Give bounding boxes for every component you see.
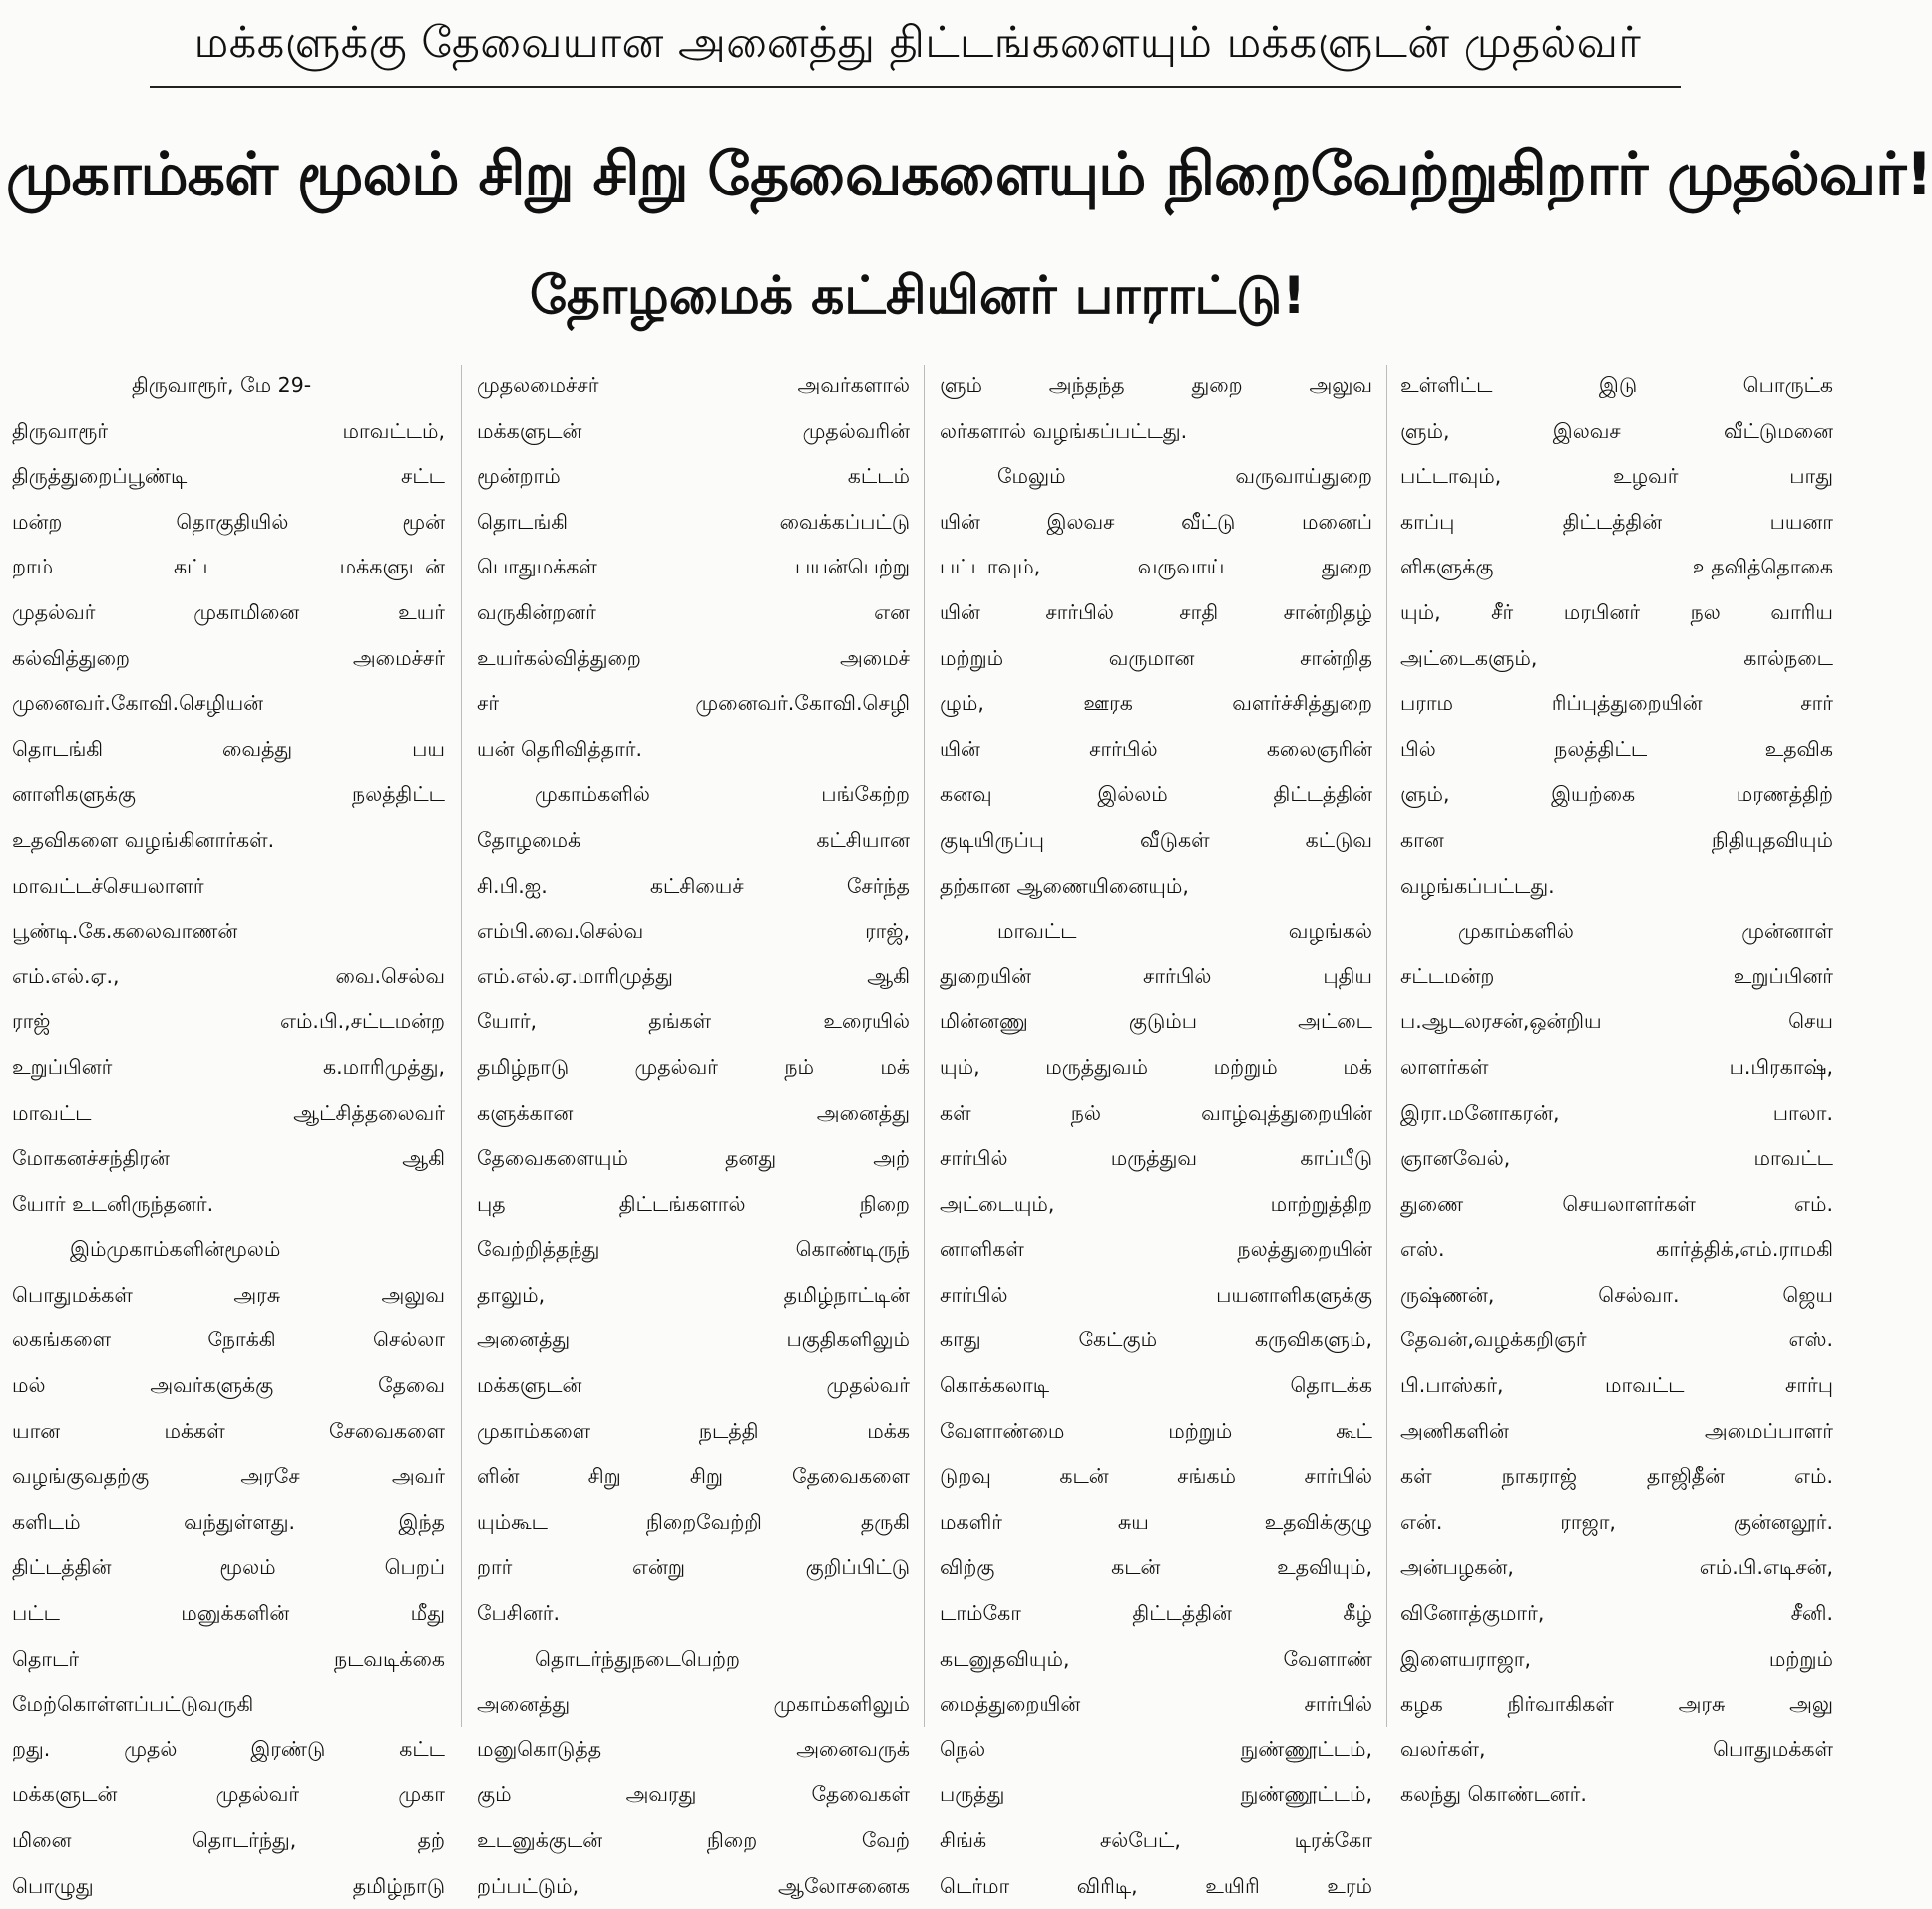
article-line: உள்ளிட்ட இடு பொருட்க bbox=[1400, 373, 1833, 397]
article-line: கள் நாகராஜ் தாஜிதீன் எம். bbox=[1400, 1464, 1833, 1489]
article-line: சிங்க் சல்பேட், டிரக்கோ bbox=[940, 1828, 1372, 1852]
article-line: அன்பழகன், எம்.பி.எடிசன், bbox=[1400, 1555, 1833, 1580]
article-line: மல் அவர்களுக்கு தேவை bbox=[12, 1373, 445, 1398]
article-line: முதல்வர் முகாமினை உயர் bbox=[12, 599, 445, 624]
article-line: சார்பில் மருத்துவ காப்பீடு bbox=[940, 1146, 1372, 1171]
article-line: றப்பட்டும், ஆலோசனைக bbox=[477, 1873, 910, 1898]
article-line: பில் நலத்திட்ட உதவிக bbox=[1400, 736, 1833, 761]
article-line: யின் சார்பில் சாதி சான்றிதழ் bbox=[940, 599, 1372, 624]
article-line: மினை தொடர்ந்து, தற் bbox=[12, 1828, 445, 1852]
article-line: பொதுமக்கள் அரசு அலுவ bbox=[12, 1282, 445, 1307]
article-line: கள் நல் வாழ்வுத்துறையின் bbox=[940, 1100, 1372, 1125]
article-line: ஞானவேல், மாவட்ட bbox=[1400, 1146, 1833, 1171]
article-line: ராஜ் எம்.பி.,சட்டமன்ற bbox=[12, 1009, 445, 1034]
article-line: அட்டைகளும், கால்நடை bbox=[1400, 645, 1833, 670]
article-line: பட்டாவும், உழவர் பாது bbox=[1400, 464, 1833, 489]
article-line: யும், மருத்துவம் மற்றும் மக் bbox=[940, 1054, 1372, 1079]
article-line: மின்னணு குடும்ப அட்டை bbox=[940, 1009, 1372, 1034]
article-line: யன் தெரிவித்தார். bbox=[477, 736, 643, 761]
article-column-4 bbox=[1400, 363, 1833, 1807]
article-line: டுறவு கடன் சங்கம் சார்பில் bbox=[940, 1464, 1372, 1489]
article-line: விற்கு கடன் உதவியும், bbox=[940, 1555, 1372, 1580]
main-headline: முகாம்கள் மூலம் சிறு சிறு தேவைகளையும் நிறைவேற்றுகிறார் முதல்வர்! bbox=[6, 140, 1932, 209]
article-line: சட்டமன்ற உறுப்பினர் bbox=[1400, 963, 1833, 988]
article-line: மற்றும் வருமான சான்றித bbox=[940, 645, 1372, 670]
kicker-headline: மக்களுக்கு தேவையான அனைத்து திட்டங்களையும் மக்களுடன் முதல்வர் bbox=[193, 18, 1642, 68]
article-line: அணிகளின் அமைப்பாளர் bbox=[1400, 1418, 1833, 1443]
article-line: யும்கூட நிறைவேற்றி தருகி bbox=[477, 1509, 910, 1534]
article-column-2 bbox=[477, 363, 910, 1898]
article-line: இரா.மனோகரன், பாலா. bbox=[1400, 1100, 1833, 1125]
article-line: திருவாரூர் மாவட்டம், bbox=[12, 418, 445, 443]
article-line: தேவைகளையும் தனது அற் bbox=[477, 1146, 910, 1171]
article-line: ருஷ்ணன், செல்வா. ஜெய bbox=[1400, 1282, 1833, 1307]
article-line: யான மக்கள் சேவைகளை bbox=[12, 1418, 445, 1443]
article-line: யோர் உடனிருந்தனர். bbox=[12, 1191, 214, 1216]
article-line: பராம ரிப்புத்துறையின் சார் bbox=[1400, 691, 1833, 716]
column-divider bbox=[461, 365, 462, 1727]
article-line: னாளிகள் நலத்துறையின் bbox=[940, 1237, 1372, 1262]
article-line: அனைத்து முகாம்களிலும் bbox=[477, 1692, 910, 1717]
article-line: திருத்துறைப்பூண்டி சட்ட bbox=[12, 464, 445, 489]
article-line: கழக நிர்வாகிகள் அரசு அலு bbox=[1400, 1692, 1833, 1717]
article-line: டாம்கோ திட்டத்தின் கீழ் bbox=[940, 1601, 1372, 1626]
article-line: ளும் அந்தந்த துறை அலுவ bbox=[940, 373, 1372, 397]
article-line: பருத்து நுண்ணூட்டம், bbox=[940, 1782, 1372, 1807]
article-line: தற்கான ஆணையினையும், bbox=[940, 873, 1189, 898]
article-line: வினோத்குமார், சீனி. bbox=[1400, 1601, 1833, 1626]
article-line: எம்பி.வை.செல்வ ராஜ், bbox=[477, 919, 910, 944]
article-line: மக்களுடன் முதல்வரின் bbox=[477, 418, 910, 443]
article-line: ளிகளுக்கு உதவித்தொகை bbox=[1400, 555, 1833, 579]
article-line: யின் சார்பில் கலைஞரின் bbox=[940, 736, 1372, 761]
article-line: தொடங்கி வைக்கப்பட்டு bbox=[477, 509, 910, 534]
article-line: முகாம்களில் பங்கேற்ற bbox=[535, 782, 910, 807]
article-line: களுக்கான அனைத்து bbox=[477, 1100, 910, 1125]
article-line: கல்வித்துறை அமைச்சர் bbox=[12, 645, 445, 670]
article-line: மாவட்ட ஆட்சித்தலைவர் bbox=[12, 1100, 445, 1125]
article-line: எஸ். கார்த்திக்,எம்.ராமகி bbox=[1400, 1237, 1833, 1262]
article-line: காது கேட்கும் கருவிகளும், bbox=[940, 1328, 1372, 1352]
article-line: றது. முதல் இரண்டு கட்ட bbox=[12, 1736, 445, 1761]
article-line: லகங்களை நோக்கி செல்லா bbox=[12, 1328, 445, 1352]
article-line: னாளிகளுக்கு நலத்திட்ட bbox=[12, 782, 445, 807]
article-line: மூன்றாம் கட்டம் bbox=[477, 464, 910, 489]
article-line: ளும், இலவச வீட்டுமனை bbox=[1400, 418, 1833, 443]
article-line: ளின் சிறு சிறு தேவைகளை bbox=[477, 1464, 910, 1489]
article-line: பொழுது தமிழ்நாடு bbox=[12, 1873, 445, 1898]
article-line: மன்ற தொகுதியில் மூன் bbox=[12, 509, 445, 534]
article-line: காப்பு திட்டத்தின் பயனா bbox=[1400, 509, 1833, 534]
article-line: சர் முனைவர்.கோவி.செழி bbox=[477, 691, 910, 716]
article-line: பூண்டி.கே.கலைவாணன் bbox=[12, 919, 238, 944]
article-line: மக்களுடன் முதல்வர் முகா bbox=[12, 1782, 445, 1807]
article-line: பேசினர். bbox=[477, 1601, 560, 1626]
column-divider bbox=[924, 365, 925, 1727]
article-line: உதவிகளை வழங்கினார்கள். bbox=[12, 827, 275, 852]
article-line: கான நிதியுதவியும் bbox=[1400, 827, 1833, 852]
article-line: எம்.எல்.ஏ., வை.செல்வ bbox=[12, 963, 445, 988]
article-line: வேளாண்மை மற்றும் கூட் bbox=[940, 1418, 1372, 1443]
article-line: சார்பில் பயனாளிகளுக்கு bbox=[940, 1282, 1372, 1307]
article-line: மோகனச்சந்திரன் ஆகி bbox=[12, 1146, 445, 1171]
article-line: என். ராஜா, குன்னலூர். bbox=[1400, 1509, 1833, 1534]
article-line: சி.பி.ஐ. கட்சியைச் சேர்ந்த bbox=[477, 873, 910, 898]
article-line: முகாம்களை நடத்தி மக்க bbox=[477, 1418, 910, 1443]
article-line: மேற்கொள்ளப்பட்டுவருகி bbox=[12, 1692, 254, 1717]
article-line: தேவன்,வழக்கறிஞர் எஸ். bbox=[1400, 1328, 1833, 1352]
article-line: கடனுதவியும், வேளாண் bbox=[940, 1646, 1372, 1671]
article-line: திருவாரூர், மே 29- bbox=[132, 373, 312, 397]
article-line: குடியிருப்பு வீடுகள் கட்டுவ bbox=[940, 827, 1372, 852]
article-line: ளும், இயற்கை மரணத்திற் bbox=[1400, 782, 1833, 807]
article-line: றாம் கட்ட மக்களுடன் bbox=[12, 555, 445, 579]
article-line: மாவட்டச்செயலாளர் bbox=[12, 873, 204, 898]
article-line: லாளர்கள் ப.பிரகாஷ், bbox=[1400, 1054, 1833, 1079]
article-line: யும், சீர் மரபினர் நல வாரிய bbox=[1400, 599, 1833, 624]
article-line: கும் அவரது தேவைகள் bbox=[477, 1782, 910, 1807]
article-line: யின் இலவச வீட்டு மனைப் bbox=[940, 509, 1372, 534]
column-divider bbox=[1386, 365, 1387, 1727]
article-line: மேலும் வருவாய்துறை bbox=[997, 464, 1372, 489]
article-line: லர்களால் வழங்கப்பட்டது. bbox=[940, 418, 1188, 443]
article-line: மைத்துறையின் சார்பில் bbox=[940, 1692, 1372, 1717]
article-line: துணை செயலாளர்கள் எம். bbox=[1400, 1191, 1833, 1216]
article-line: உறுப்பினர் க.மாரிமுத்து, bbox=[12, 1054, 445, 1079]
article-line: தோழமைக் கட்சியான bbox=[477, 827, 910, 852]
article-line: திட்டத்தின் மூலம் பெறப் bbox=[12, 1555, 445, 1580]
article-line: பொதுமக்கள் பயன்பெற்று bbox=[477, 555, 910, 579]
kicker-divider bbox=[150, 86, 1681, 88]
article-line: மகளிர் சுய உதவிக்குழு bbox=[940, 1509, 1372, 1534]
article-line: கொக்கலாடி தொடக்க bbox=[940, 1373, 1372, 1398]
article-line: வழங்குவதற்கு அரசே அவர் bbox=[12, 1464, 445, 1489]
article-line: உயர்கல்வித்துறை அமைச் bbox=[477, 645, 910, 670]
article-line: உடனுக்குடன் நிறை வேற் bbox=[477, 1828, 910, 1852]
article-line: பி.பாஸ்கர், மாவட்ட சார்பு bbox=[1400, 1373, 1833, 1398]
article-line: தமிழ்நாடு முதல்வர் நம் மக் bbox=[477, 1054, 910, 1079]
article-line: டெர்மா விரிடி, உயிரி உரம் bbox=[940, 1873, 1372, 1898]
article-line: வருகின்றனர் என bbox=[477, 599, 910, 624]
article-column-3 bbox=[940, 363, 1372, 1898]
article-line: புத திட்டங்களால் நிறை bbox=[477, 1191, 910, 1216]
article-line: களிடம் வந்துள்ளது. இந்த bbox=[12, 1509, 445, 1534]
article-line: வழங்கப்பட்டது. bbox=[1400, 873, 1555, 898]
article-line: தொடர் நடவடிக்கை bbox=[12, 1646, 445, 1671]
article-line: பட்டாவும், வருவாய் துறை bbox=[940, 555, 1372, 579]
article-line: முகாம்களில் முன்னாள் bbox=[1458, 919, 1833, 944]
article-line: தொடர்ந்துநடைபெற்ற bbox=[535, 1646, 740, 1671]
article-line: வலர்கள், பொதுமக்கள் bbox=[1400, 1736, 1833, 1761]
article-line: முனைவர்.கோவி.செழியன் bbox=[12, 691, 264, 716]
article-column-1 bbox=[12, 363, 445, 1898]
article-line: தொடங்கி வைத்து பய bbox=[12, 736, 445, 761]
article-line: மனுகொடுத்த அனைவருக் bbox=[477, 1736, 910, 1761]
article-line: மக்களுடன் முதல்வர் bbox=[477, 1373, 910, 1398]
article-line: றார் என்று குறிப்பிட்டு bbox=[477, 1555, 910, 1580]
article-line: தாலும், தமிழ்நாட்டின் bbox=[477, 1282, 910, 1307]
article-line: பட்ட மனுக்களின் மீது bbox=[12, 1601, 445, 1626]
article-line: யோர், தங்கள் உரையில் bbox=[477, 1009, 910, 1034]
article-line: துறையின் சார்பில் புதிய bbox=[940, 963, 1372, 988]
article-line: கனவு இல்லம் திட்டத்தின் bbox=[940, 782, 1372, 807]
article-line: அட்டையும், மாற்றுத்திற bbox=[940, 1191, 1372, 1216]
article-line: இளையராஜா, மற்றும் bbox=[1400, 1646, 1833, 1671]
article-line: ப.ஆடலரசன்,ஒன்றிய செய bbox=[1400, 1009, 1833, 1034]
article-line: கலந்து கொண்டனர். bbox=[1400, 1782, 1587, 1807]
article-line: ழும், ஊரக வளர்ச்சித்துறை bbox=[940, 691, 1372, 716]
article-line: வேற்றித்தந்து கொண்டிருந் bbox=[477, 1237, 910, 1262]
article-line: நெல் நுண்ணூட்டம், bbox=[940, 1736, 1372, 1761]
sub-headline: தோழமைக் கட்சியினர் பாராட்டு! bbox=[529, 266, 1307, 326]
article-line: அனைத்து பகுதிகளிலும் bbox=[477, 1328, 910, 1352]
article-line: மாவட்ட வழங்கல் bbox=[997, 919, 1372, 944]
article-line: முதலமைச்சர் அவர்களால் bbox=[477, 373, 910, 397]
article-line: இம்முகாம்களின்மூலம் bbox=[70, 1237, 281, 1262]
article-line: எம்.எல்.ஏ.மாரிமுத்து ஆகி bbox=[477, 963, 910, 988]
